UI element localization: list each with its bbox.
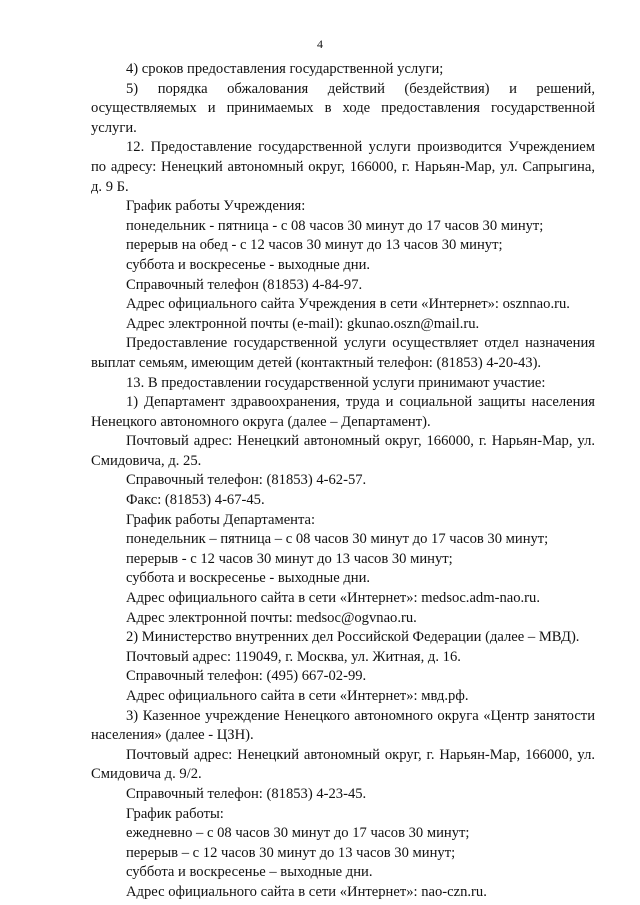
paragraph: ежедневно – с 08 часов 30 минут до 17 часов 30 минут; bbox=[126, 825, 470, 842]
paragraph: 1) Департамент здравоохранения, труда и социальной защиты населения Ненецкого автономного округа (далее – Департамент). bbox=[91, 394, 595, 430]
document-body bbox=[91, 60, 595, 903]
paragraph: суббота и воскресенье - выходные дни. bbox=[126, 256, 371, 273]
paragraph: График работы Департамента: bbox=[126, 511, 316, 528]
paragraph: Справочный телефон: (81853) 4-62-57. bbox=[126, 472, 367, 489]
paragraph: Справочный телефон: (495) 667-02-99. bbox=[126, 668, 367, 685]
paragraph: Справочный телефон (81853) 4-84-97. bbox=[126, 276, 363, 293]
paragraph: 12. Предоставление государственной услуги производится Учреждением по адресу: Ненецкий автономный округ, 166000, г. Нарьян-Мар, ул. Сапрыгина, д. 9 Б. bbox=[91, 139, 595, 195]
paragraph: 5) порядка обжалования действий (бездействия) и решений, осуществляемых и принимаемых в ходе предоставления государственной услуги. bbox=[91, 80, 595, 136]
paragraph: понедельник – пятница – с 08 часов 30 минут до 17 часов 30 минут; bbox=[126, 531, 549, 548]
paragraph: суббота и воскресенье - выходные дни. bbox=[126, 570, 371, 587]
paragraph: перерыв на обед - с 12 часов 30 минут до 13 часов 30 минут; bbox=[126, 237, 503, 254]
paragraph: 3) Казенное учреждение Ненецкого автономного округа «Центр занятости населения» (далее - ЦЗН). bbox=[91, 707, 595, 744]
paragraph: Справочный телефон: (81853) 4-23-45. bbox=[126, 785, 367, 802]
paragraph: 2) Министерство внутренних дел Российской Федерации (далее – МВД). bbox=[126, 629, 580, 646]
paragraph: Адрес официального сайта в сети «Интернет»: nao-czn.ru. bbox=[126, 883, 487, 900]
paragraph: Адрес официального сайта Учреждения в сети «Интернет»: osznnao.ru. bbox=[126, 296, 570, 313]
paragraph: Почтовый адрес: 119049, г. Москва, ул. Житная, д. 16. bbox=[126, 648, 461, 665]
paragraph: Адрес электронной почты: medsoc@ogvnao.ru. bbox=[126, 609, 417, 626]
paragraph: суббота и воскресенье – выходные дни. bbox=[126, 864, 373, 881]
page-number: 4 bbox=[317, 37, 323, 51]
paragraph: перерыв – с 12 часов 30 минут до 13 часов 30 минут; bbox=[126, 844, 456, 861]
paragraph: Почтовый адрес: Ненецкий автономный округ, г. Нарьян-Мар, 166000, ул. Смидовича д. 9/2. bbox=[91, 746, 595, 783]
paragraph: 13. В предоставлении государственной услуги принимают участие: bbox=[126, 374, 546, 391]
paragraph: Факс: (81853) 4-67-45. bbox=[126, 492, 265, 509]
paragraph: Адрес электронной почты (e-mail): gkunao.oszn@mail.ru. bbox=[126, 315, 480, 332]
paragraph: перерыв - с 12 часов 30 минут до 13 часов 30 минут; bbox=[126, 550, 453, 567]
paragraph: Почтовый адрес: Ненецкий автономный округ, 166000, г. Нарьян-Мар, ул. Смидовича, д. 25. bbox=[91, 433, 595, 469]
paragraph: Предоставление государственной услуги осуществляет отдел назначения выплат семьям, имеющим детей (контактный телефон: (81853) 4-20-43). bbox=[91, 335, 595, 371]
paragraph: понедельник - пятница - с 08 часов 30 минут до 17 часов 30 минут; bbox=[126, 217, 544, 234]
paragraph: Адрес официального сайта в сети «Интернет»: medsoc.adm-nao.ru. bbox=[126, 590, 540, 607]
paragraph: График работы Учреждения: bbox=[126, 198, 306, 215]
paragraph: График работы: bbox=[126, 805, 224, 822]
paragraph: 4) сроков предоставления государственной услуги; bbox=[126, 61, 444, 77]
paragraph: Адрес официального сайта в сети «Интернет»: мвд.рф. bbox=[126, 688, 469, 704]
